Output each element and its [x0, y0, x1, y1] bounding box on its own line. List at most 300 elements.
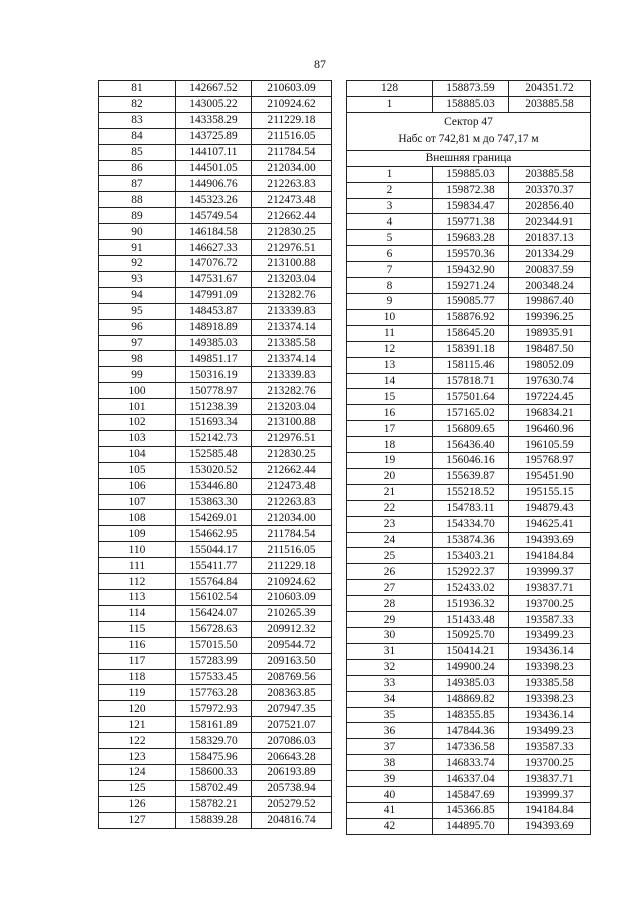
x-coordinate-cell: 159271.24: [433, 278, 509, 294]
coordinates-table-left: [98, 80, 332, 829]
point-number-cell: 83: [99, 112, 176, 128]
point-number-cell: 36: [347, 723, 433, 739]
point-number-cell: 86: [99, 160, 176, 176]
point-number-cell: 94: [99, 287, 176, 303]
y-coordinate-cell: 213339.83: [252, 367, 332, 383]
y-coordinate-cell: 195155.15: [509, 484, 591, 500]
point-number-cell: 91: [99, 240, 176, 256]
y-coordinate-cell: 194393.69: [509, 532, 591, 548]
x-coordinate-cell: 157763.28: [176, 685, 252, 701]
coordinates-table-right: [346, 80, 591, 835]
table-row: [347, 437, 591, 453]
point-number-cell: 89: [99, 208, 176, 224]
y-coordinate-cell: 212263.83: [252, 176, 332, 192]
x-coordinate-cell: 145847.69: [433, 787, 509, 803]
x-coordinate-cell: 158645.20: [433, 325, 509, 341]
y-coordinate-cell: 206193.89: [252, 764, 332, 780]
x-coordinate-cell: 148869.82: [433, 691, 509, 707]
x-coordinate-cell: 154269.01: [176, 510, 252, 526]
x-coordinate-cell: 145323.26: [176, 192, 252, 208]
point-number-cell: 120: [99, 701, 176, 717]
x-coordinate-cell: 158782.21: [176, 796, 252, 812]
point-number-cell: 28: [347, 596, 433, 612]
y-coordinate-cell: 193837.71: [509, 771, 591, 787]
x-coordinate-cell: 158885.03: [433, 96, 509, 112]
y-coordinate-cell: 193436.14: [509, 643, 591, 659]
table-row: [347, 325, 591, 341]
table-row: [99, 192, 332, 208]
point-number-cell: 114: [99, 605, 176, 621]
x-coordinate-cell: 150778.97: [176, 383, 252, 399]
x-coordinate-cell: 156436.40: [433, 437, 509, 453]
point-number-cell: 1: [347, 96, 433, 112]
point-number-cell: 17: [347, 421, 433, 437]
table-row: [347, 500, 591, 516]
table-row: [99, 701, 332, 717]
y-coordinate-cell: 193499.23: [509, 628, 591, 644]
y-coordinate-cell: 196460.96: [509, 421, 591, 437]
y-coordinate-cell: 206643.28: [252, 749, 332, 765]
table-row: [99, 96, 332, 112]
table-row: [347, 373, 591, 389]
table-row: [99, 160, 332, 176]
x-coordinate-cell: 150316.19: [176, 367, 252, 383]
x-coordinate-cell: 151936.32: [433, 596, 509, 612]
x-coordinate-cell: 159872.38: [433, 182, 509, 198]
table-row: [99, 812, 332, 828]
x-coordinate-cell: 147531.67: [176, 271, 252, 287]
y-coordinate-cell: 194184.84: [509, 802, 591, 818]
point-number-cell: 85: [99, 144, 176, 160]
y-coordinate-cell: 193398.23: [509, 691, 591, 707]
table-row: [99, 558, 332, 574]
y-coordinate-cell: 196105.59: [509, 437, 591, 453]
x-coordinate-cell: 149385.03: [433, 675, 509, 691]
point-number-cell: 123: [99, 749, 176, 765]
x-coordinate-cell: 152142.73: [176, 430, 252, 446]
point-number-cell: 102: [99, 415, 176, 431]
x-coordinate-cell: 152585.48: [176, 446, 252, 462]
table-row: [99, 303, 332, 319]
point-number-cell: 2: [347, 182, 433, 198]
table-row: [347, 516, 591, 532]
x-coordinate-cell: 147844.36: [433, 723, 509, 739]
x-coordinate-cell: 149900.24: [433, 659, 509, 675]
point-number-cell: 100: [99, 383, 176, 399]
table-row: [99, 224, 332, 240]
table-row: [347, 405, 591, 421]
table-row: [99, 287, 332, 303]
table-row: [99, 685, 332, 701]
y-coordinate-cell: 194184.84: [509, 548, 591, 564]
table-row: [99, 796, 332, 812]
point-number-cell: 97: [99, 335, 176, 351]
table-row: [99, 271, 332, 287]
point-number-cell: 1: [347, 166, 433, 182]
x-coordinate-cell: 149851.17: [176, 351, 252, 367]
x-coordinate-cell: 158475.96: [176, 749, 252, 765]
table-row: [347, 755, 591, 771]
x-coordinate-cell: 157818.71: [433, 373, 509, 389]
table-row: [99, 780, 332, 796]
point-number-cell: 13: [347, 357, 433, 373]
table-row: [99, 764, 332, 780]
y-coordinate-cell: 212473.48: [252, 478, 332, 494]
point-number-cell: 35: [347, 707, 433, 723]
point-number-cell: 112: [99, 574, 176, 590]
point-number-cell: 33: [347, 675, 433, 691]
table-row: [347, 612, 591, 628]
y-coordinate-cell: 193999.37: [509, 564, 591, 580]
point-number-cell: 30: [347, 628, 433, 644]
x-coordinate-cell: 150414.21: [433, 643, 509, 659]
x-coordinate-cell: 146337.04: [433, 771, 509, 787]
point-number-cell: 22: [347, 500, 433, 516]
table-row: [99, 717, 332, 733]
point-number-cell: 122: [99, 733, 176, 749]
table-row: [347, 262, 591, 278]
x-coordinate-cell: 153874.36: [433, 532, 509, 548]
table-row: [347, 532, 591, 548]
point-number-cell: 109: [99, 526, 176, 542]
x-coordinate-cell: 146627.33: [176, 240, 252, 256]
point-number-cell: 124: [99, 764, 176, 780]
y-coordinate-cell: 199396.25: [509, 309, 591, 325]
point-number-cell: 117: [99, 653, 176, 669]
x-coordinate-cell: 159683.28: [433, 230, 509, 246]
y-coordinate-cell: 196834.21: [509, 405, 591, 421]
table-row: [347, 389, 591, 405]
y-coordinate-cell: 205279.52: [252, 796, 332, 812]
table-row: [99, 128, 332, 144]
x-coordinate-cell: 155411.77: [176, 558, 252, 574]
table-row: [347, 739, 591, 755]
y-coordinate-cell: 194879.43: [509, 500, 591, 516]
x-coordinate-cell: 147991.09: [176, 287, 252, 303]
point-number-cell: 8: [347, 278, 433, 294]
y-coordinate-cell: 193385.58: [509, 675, 591, 691]
y-coordinate-cell: 212662.44: [252, 208, 332, 224]
x-coordinate-cell: 155044.17: [176, 542, 252, 558]
y-coordinate-cell: 207521.07: [252, 717, 332, 733]
point-number-cell: 38: [347, 755, 433, 771]
y-coordinate-cell: 193499.23: [509, 723, 591, 739]
point-number-cell: 98: [99, 351, 176, 367]
table-row: [99, 319, 332, 335]
point-number-cell: 125: [99, 780, 176, 796]
y-coordinate-cell: 210265.39: [252, 605, 332, 621]
x-coordinate-cell: 156102.54: [176, 590, 252, 606]
x-coordinate-cell: 151238.39: [176, 399, 252, 415]
boundary-label-row: [347, 150, 591, 166]
x-coordinate-cell: 154334.70: [433, 516, 509, 532]
x-coordinate-cell: 142667.52: [176, 81, 252, 97]
y-coordinate-cell: 198487.50: [509, 341, 591, 357]
x-coordinate-cell: 157283.99: [176, 653, 252, 669]
point-number-cell: 116: [99, 637, 176, 653]
table-row: [347, 230, 591, 246]
point-number-cell: 96: [99, 319, 176, 335]
table-row: [99, 494, 332, 510]
point-number-cell: 16: [347, 405, 433, 421]
x-coordinate-cell: 157972.93: [176, 701, 252, 717]
table-row: [99, 430, 332, 446]
point-number-cell: 42: [347, 818, 433, 834]
x-coordinate-cell: 152433.02: [433, 580, 509, 596]
table-row: [99, 462, 332, 478]
point-number-cell: 24: [347, 532, 433, 548]
y-coordinate-cell: 208769.56: [252, 669, 332, 685]
y-coordinate-cell: 213203.04: [252, 271, 332, 287]
sector-height-range: Набс от 742,81 м до 747,17 м: [398, 133, 539, 146]
point-number-cell: 84: [99, 128, 176, 144]
y-coordinate-cell: 193700.25: [509, 755, 591, 771]
x-coordinate-cell: 148355.85: [433, 707, 509, 723]
table-row: [347, 421, 591, 437]
x-coordinate-cell: 154783.11: [433, 500, 509, 516]
table-row: [347, 468, 591, 484]
table-row: [347, 596, 591, 612]
table-row: [99, 526, 332, 542]
table-row: [99, 621, 332, 637]
y-coordinate-cell: 203370.37: [509, 182, 591, 198]
table-row: [347, 453, 591, 469]
table-row: [99, 144, 332, 160]
y-coordinate-cell: 193999.37: [509, 787, 591, 803]
y-coordinate-cell: 213374.14: [252, 319, 332, 335]
y-coordinate-cell: 211784.54: [252, 526, 332, 542]
y-coordinate-cell: 210603.09: [252, 590, 332, 606]
point-number-cell: 5: [347, 230, 433, 246]
x-coordinate-cell: 146184.58: [176, 224, 252, 240]
sector-header-cell: [347, 112, 591, 150]
y-coordinate-cell: 193398.23: [509, 659, 591, 675]
table-row: [347, 659, 591, 675]
y-coordinate-cell: 204351.72: [509, 81, 591, 97]
y-coordinate-cell: 212473.48: [252, 192, 332, 208]
table-row: [99, 399, 332, 415]
table-row: [347, 818, 591, 834]
table-row: [347, 484, 591, 500]
x-coordinate-cell: 144107.11: [176, 144, 252, 160]
point-number-cell: 31: [347, 643, 433, 659]
table-row: [99, 749, 332, 765]
point-number-cell: 115: [99, 621, 176, 637]
table-row: [99, 383, 332, 399]
x-coordinate-cell: 158600.33: [176, 764, 252, 780]
point-number-cell: 110: [99, 542, 176, 558]
table-row: [99, 478, 332, 494]
point-number-cell: 32: [347, 659, 433, 675]
y-coordinate-cell: 207947.35: [252, 701, 332, 717]
sector-header-row: [347, 112, 591, 150]
x-coordinate-cell: 153446.80: [176, 478, 252, 494]
point-number-cell: 34: [347, 691, 433, 707]
point-number-cell: 101: [99, 399, 176, 415]
x-coordinate-cell: 156424.07: [176, 605, 252, 621]
table-row: [347, 214, 591, 230]
table-row: [99, 510, 332, 526]
point-number-cell: 99: [99, 367, 176, 383]
x-coordinate-cell: 159885.03: [433, 166, 509, 182]
x-coordinate-cell: 151433.48: [433, 612, 509, 628]
table-row: [99, 81, 332, 97]
x-coordinate-cell: 159432.90: [433, 262, 509, 278]
x-coordinate-cell: 153403.21: [433, 548, 509, 564]
y-coordinate-cell: 213282.76: [252, 287, 332, 303]
point-number-cell: 126: [99, 796, 176, 812]
point-number-cell: 29: [347, 612, 433, 628]
y-coordinate-cell: 194625.41: [509, 516, 591, 532]
table-row: [347, 357, 591, 373]
point-number-cell: 106: [99, 478, 176, 494]
x-coordinate-cell: 158115.46: [433, 357, 509, 373]
y-coordinate-cell: 212976.51: [252, 430, 332, 446]
x-coordinate-cell: 155764.84: [176, 574, 252, 590]
table-row: [347, 198, 591, 214]
table-row: [99, 653, 332, 669]
table-row: [99, 176, 332, 192]
x-coordinate-cell: 146833.74: [433, 755, 509, 771]
y-coordinate-cell: 213282.76: [252, 383, 332, 399]
table-row: [347, 182, 591, 198]
table-row: [347, 691, 591, 707]
table-row: [347, 771, 591, 787]
point-number-cell: 25: [347, 548, 433, 564]
y-coordinate-cell: 212034.00: [252, 160, 332, 176]
point-number-cell: 18: [347, 437, 433, 453]
table-row: [347, 707, 591, 723]
point-number-cell: 4: [347, 214, 433, 230]
y-coordinate-cell: 212662.44: [252, 462, 332, 478]
table-row: [347, 787, 591, 803]
x-coordinate-cell: 154662.95: [176, 526, 252, 542]
x-coordinate-cell: 158873.59: [433, 81, 509, 97]
y-coordinate-cell: 211784.54: [252, 144, 332, 160]
point-number-cell: 104: [99, 446, 176, 462]
point-number-cell: 20: [347, 468, 433, 484]
point-number-cell: 127: [99, 812, 176, 828]
x-coordinate-cell: 157501.64: [433, 389, 509, 405]
x-coordinate-cell: 152922.37: [433, 564, 509, 580]
y-coordinate-cell: 202856.40: [509, 198, 591, 214]
point-number-cell: 88: [99, 192, 176, 208]
table-row: [347, 548, 591, 564]
x-coordinate-cell: 155218.52: [433, 484, 509, 500]
x-coordinate-cell: 143358.29: [176, 112, 252, 128]
table-row: [99, 542, 332, 558]
point-number-cell: 14: [347, 373, 433, 389]
table-row: [347, 341, 591, 357]
point-number-cell: 82: [99, 96, 176, 112]
y-coordinate-cell: 198052.09: [509, 357, 591, 373]
point-number-cell: 128: [347, 81, 433, 97]
table-row: [99, 415, 332, 431]
y-coordinate-cell: 193587.33: [509, 612, 591, 628]
x-coordinate-cell: 156046.16: [433, 453, 509, 469]
point-number-cell: 41: [347, 802, 433, 818]
table-row: [347, 643, 591, 659]
table-row: [99, 446, 332, 462]
y-coordinate-cell: 200348.24: [509, 278, 591, 294]
table-row: [347, 81, 591, 97]
point-number-cell: 90: [99, 224, 176, 240]
x-coordinate-cell: 159570.36: [433, 246, 509, 262]
y-coordinate-cell: 213100.88: [252, 415, 332, 431]
point-number-cell: 119: [99, 685, 176, 701]
x-coordinate-cell: 157533.45: [176, 669, 252, 685]
point-number-cell: 111: [99, 558, 176, 574]
x-coordinate-cell: 158839.28: [176, 812, 252, 828]
x-coordinate-cell: 158329.70: [176, 733, 252, 749]
y-coordinate-cell: 213374.14: [252, 351, 332, 367]
y-coordinate-cell: 193837.71: [509, 580, 591, 596]
table-row: [347, 309, 591, 325]
y-coordinate-cell: 202344.91: [509, 214, 591, 230]
y-coordinate-cell: 210924.62: [252, 574, 332, 590]
x-coordinate-cell: 151693.34: [176, 415, 252, 431]
y-coordinate-cell: 200837.59: [509, 262, 591, 278]
y-coordinate-cell: 208363.85: [252, 685, 332, 701]
table-row: [99, 669, 332, 685]
y-coordinate-cell: 211516.05: [252, 128, 332, 144]
y-coordinate-cell: 193700.25: [509, 596, 591, 612]
y-coordinate-cell: 207086.03: [252, 733, 332, 749]
table-row: [347, 246, 591, 262]
table-row: [99, 574, 332, 590]
boundary-label: Внешняя граница: [347, 150, 591, 166]
point-number-cell: 107: [99, 494, 176, 510]
table-row: [99, 240, 332, 256]
table-row: [99, 367, 332, 383]
y-coordinate-cell: 209912.32: [252, 621, 332, 637]
x-coordinate-cell: 143725.89: [176, 128, 252, 144]
table-row: [99, 112, 332, 128]
y-coordinate-cell: 211229.18: [252, 112, 332, 128]
y-coordinate-cell: 213339.83: [252, 303, 332, 319]
y-coordinate-cell: 204816.74: [252, 812, 332, 828]
y-coordinate-cell: 210603.09: [252, 81, 332, 97]
y-coordinate-cell: 197630.74: [509, 373, 591, 389]
table-row: [347, 278, 591, 294]
point-number-cell: 108: [99, 510, 176, 526]
page-number: 87: [314, 57, 326, 71]
y-coordinate-cell: 195768.97: [509, 453, 591, 469]
y-coordinate-cell: 194393.69: [509, 818, 591, 834]
x-coordinate-cell: 159771.38: [433, 214, 509, 230]
table-row: [99, 605, 332, 621]
x-coordinate-cell: 157015.50: [176, 637, 252, 653]
y-coordinate-cell: 201334.29: [509, 246, 591, 262]
y-coordinate-cell: 193587.33: [509, 739, 591, 755]
x-coordinate-cell: 156728.63: [176, 621, 252, 637]
table-row: [99, 351, 332, 367]
point-number-cell: 113: [99, 590, 176, 606]
point-number-cell: 87: [99, 176, 176, 192]
y-coordinate-cell: 203885.58: [509, 96, 591, 112]
table-row: [347, 580, 591, 596]
point-number-cell: 121: [99, 717, 176, 733]
y-coordinate-cell: 211516.05: [252, 542, 332, 558]
point-number-cell: 39: [347, 771, 433, 787]
point-number-cell: 93: [99, 271, 176, 287]
x-coordinate-cell: 157165.02: [433, 405, 509, 421]
x-coordinate-cell: 147336.58: [433, 739, 509, 755]
table-row: [347, 96, 591, 112]
table-row: [347, 802, 591, 818]
x-coordinate-cell: 148918.89: [176, 319, 252, 335]
x-coordinate-cell: 144895.70: [433, 818, 509, 834]
